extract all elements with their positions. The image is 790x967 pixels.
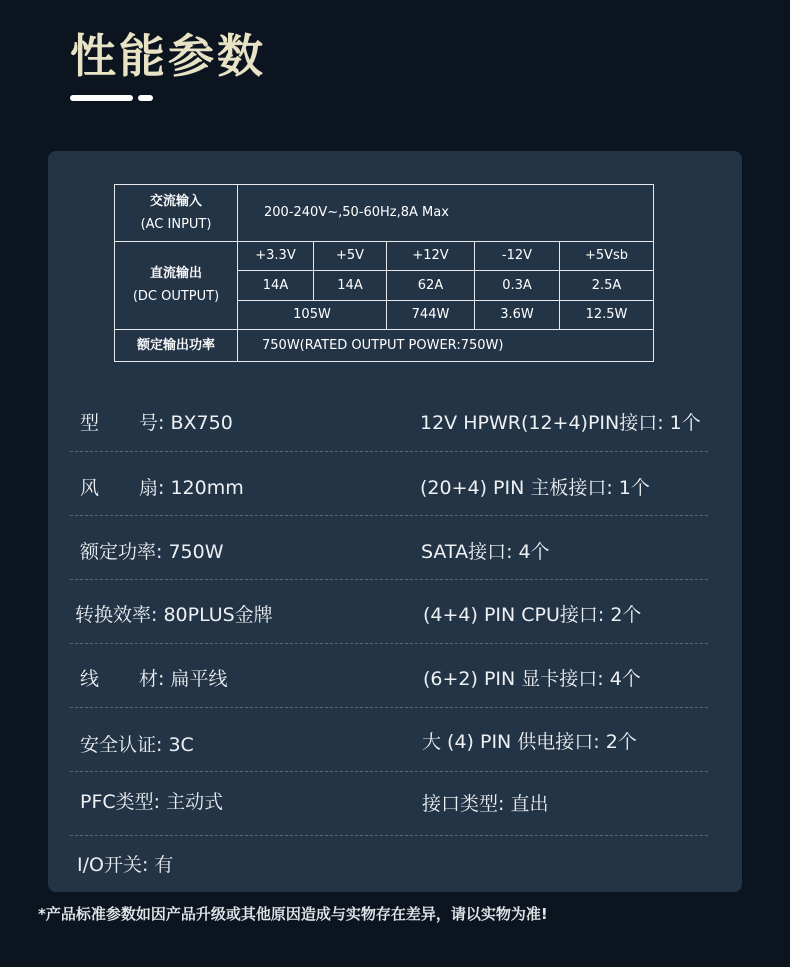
cable-param: 线 材: 扁平线 [80,668,228,690]
combined-cell: 744W [387,301,475,330]
rated-power-param: 额定功率: 750W [80,541,224,563]
pfc-param: PFC类型: 主动式 [80,791,224,813]
motherboard-param: (20+4) PIN 主板接口: 1个 [420,477,650,499]
cpu-param: (4+4) PIN CPU接口: 2个 [423,604,642,626]
param-row [70,836,708,900]
title-underline-short [138,95,153,101]
rail-cell: -12V [475,242,560,271]
disclaimer-note: *产品标准参数如因产品升级或其他原因造成与实物存在差异，请以实物为准! [38,905,548,923]
power-spec-table [114,184,654,362]
current-cell: 14A [314,271,387,301]
rated-power-label: 额定输出功率 [115,330,238,362]
rail-row [115,242,654,271]
current-cell: 0.3A [475,271,560,301]
ac-input-label: 交流输入 (AC INPUT) [115,185,238,242]
rail-cell: +3.3V [238,242,314,271]
dc-output-label: 直流输出 (DC OUTPUT) [115,242,238,330]
param-row [70,772,708,836]
combined-cell: 12.5W [560,301,654,330]
efficiency-param: 转换效率: 80PLUS金牌 [75,604,273,626]
param-row [70,580,708,644]
interface-type-param: 接口类型: 直出 [422,793,549,815]
certification-param: 安全认证: 3C [80,734,194,756]
combined-cell: 105W [238,301,387,330]
rated-power-row [115,330,654,362]
fan-param: 风 扇: 120mm [80,477,244,499]
rail-cell: +5V [314,242,387,271]
io-switch-param: I/O开关: 有 [77,854,174,876]
page-title: 性能参数 [70,29,266,83]
hpwr-param: 12V HPWR(12+4)PIN接口: 1个 [420,412,701,434]
rail-cell: +5Vsb [560,242,654,271]
combined-cell: 3.6W [475,301,560,330]
gpu-param: (6+2) PIN 显卡接口: 4个 [423,668,641,690]
current-cell: 62A [387,271,475,301]
param-row [70,644,708,708]
param-row [70,708,708,772]
ac-input-value: 200-240V~,50-60Hz,8A Max [238,185,654,242]
rail-cell: +12V [387,242,475,271]
ac-input-row [115,185,654,242]
title-underline-long [70,95,133,101]
sata-param: SATA接口: 4个 [421,541,550,563]
current-cell: 14A [238,271,314,301]
param-row [70,452,708,516]
model-param: 型 号: BX750 [80,412,233,434]
molex-param: 大 (4) PIN 供电接口: 2个 [422,731,637,753]
param-row [70,516,708,580]
param-row [70,388,708,452]
current-cell: 2.5A [560,271,654,301]
rated-power-value: 750W(RATED OUTPUT POWER:750W) [238,330,654,362]
